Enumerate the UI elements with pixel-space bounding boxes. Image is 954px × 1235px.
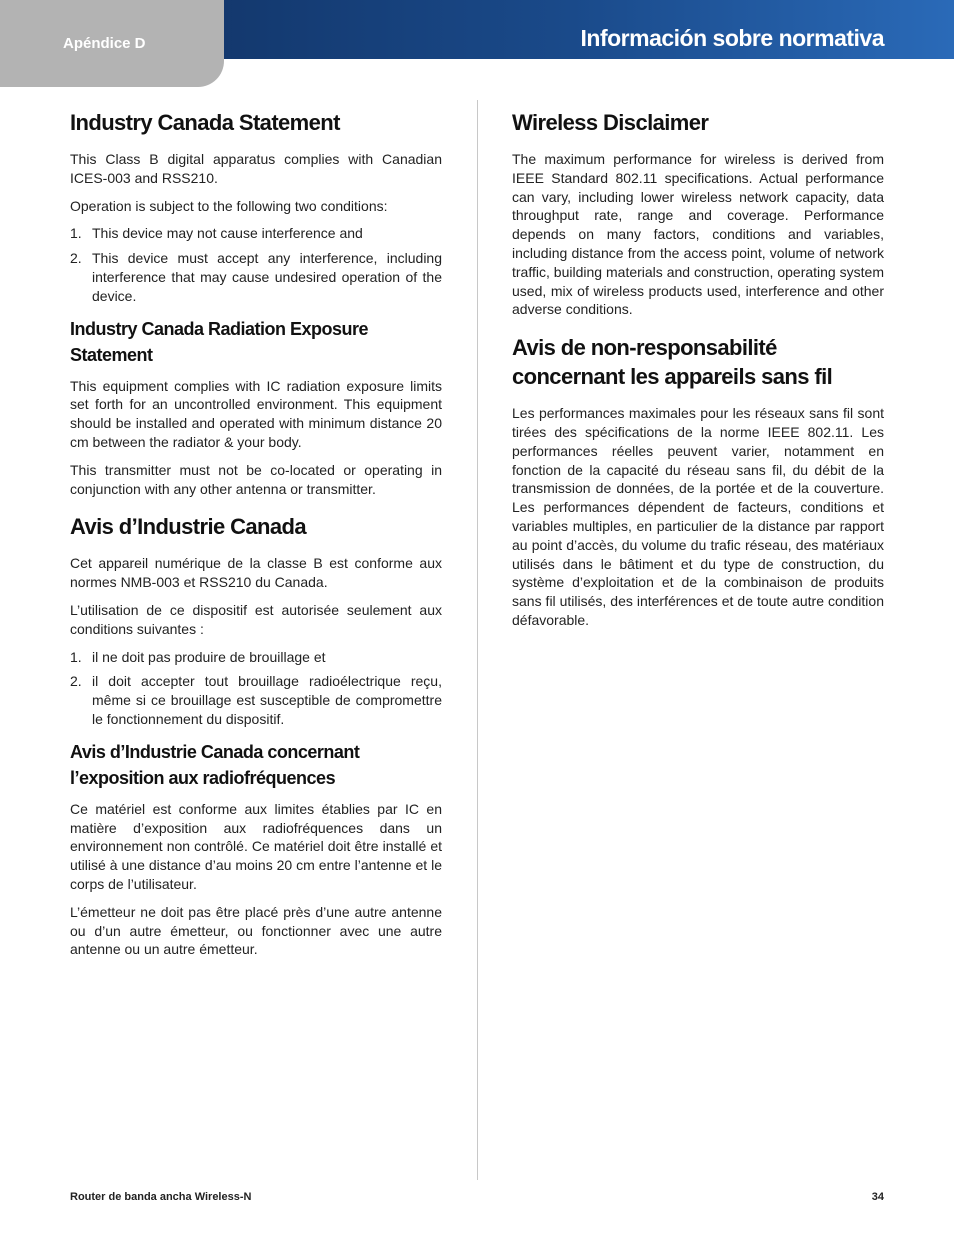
list-text: il doit accepter tout brouillage radioélectrique reçu, même si ce brouillage est susceptible de compromettre le fonctionnement du dispositif. — [92, 673, 442, 727]
paragraph: Ce matériel est conforme aux limites établies par IC en matière d’exposition aux radiofréquences dans un environnement non contrôlé. Ce matériel doit être installé et utilisé à une distance d’au moins 20 cm entre l’antenne et le corps de l’utilisateur. — [70, 800, 442, 892]
paragraph: L’émetteur ne doit pas être placé près d’une autre antenne ou d’un autre émetteur, ou fonctionner avec une autre antenne ou un autre émetteur. — [70, 903, 442, 958]
heading-avis-ic: Avis d’Industrie Canada — [70, 514, 306, 540]
right-column — [512, 108, 884, 639]
section-avis-ic — [70, 512, 442, 728]
list-item — [70, 648, 442, 667]
conditions-list — [70, 224, 442, 305]
footer-product-name: Router de banda ancha Wireless-N — [70, 1191, 252, 1203]
heading-wireless-disclaimer: Wireless Disclaimer — [512, 110, 709, 135]
heading-avis-radio: Avis d’Industrie Canada concernant l’exposition aux radiofréquences — [70, 741, 360, 788]
list-text: This device may not cause interference and — [92, 225, 363, 242]
heading-avis-nonresp: Avis de non-responsabilité concernant les appareils sans fil — [512, 335, 833, 390]
list-number: 1. — [70, 648, 82, 665]
paragraph: L’utilisation de ce dispositif est autorisée seulement aux conditions suivantes : — [70, 601, 442, 637]
paragraph: The maximum performance for wireless is derived from IEEE Standard 802.11 specifications. Actual performance can vary, including lower wireless network capacity, data throughput rate, range and coverage. Performance depends on many factors, conditions and variables, including distance from the access point, volume of network traffic, building materials and construction, operating system used, mix of wireless products used, interference and other adverse conditions. — [512, 151, 884, 318]
section-wireless-disclaimer — [512, 108, 884, 319]
list-item — [70, 672, 442, 728]
paragraph: Les performances maximales pour les réseaux sans fil sont tirées des spécifications de la norme IEEE 802.11. Les performances réelles peuvent varier, notamment en fonction de la capacité du réseau sans fil, du débit de la transmission de données, de la portée et de la couverture. Les performances dépendent de facteurs, conditions et variables multiples, en particulier de la distance par rapport au point d’accès, du volume du trafic réseau, des matériaux utilisés dans le bâtiment et du type de construction, du système d’exploitation et de la combinaison de produits sans fil utilisés, des interférences et de toute autre condition défavorable. — [512, 405, 884, 628]
section-avis-nonresp — [512, 333, 884, 630]
left-column — [70, 108, 442, 968]
list-number: 1. — [70, 225, 82, 242]
list-text: This device must accept any interference, including interference that may cause undesired operation of the device. — [92, 250, 442, 304]
paragraph: Operation is subject to the following two conditions: — [70, 197, 388, 214]
section-ic-statement — [70, 108, 442, 306]
paragraph: This equipment complies with IC radiation exposure limits set forth for an uncontrolled environment. This equipment should be installed and operated with minimum distance 20 cm between the radiator & your body. — [70, 377, 442, 450]
paragraph: Cet appareil numérique de la classe B est conforme aux normes NMB-003 et RSS210 du Canada. — [70, 555, 442, 591]
heading-ic-statement: Industry Canada Statement — [70, 110, 340, 135]
page-title: Información sobre normativa — [580, 25, 884, 51]
list-number: 2. — [70, 250, 82, 267]
list-item — [70, 249, 442, 305]
heading-ic-radiation: Industry Canada Radiation Exposure Statement — [70, 318, 369, 365]
column-divider — [477, 100, 478, 1180]
list-number: 2. — [70, 673, 82, 690]
section-tab-label: Apéndice D — [63, 35, 146, 52]
list-text: il ne doit pas produire de brouillage et — [92, 648, 326, 665]
paragraph: This Class B digital apparatus complies with Canadian ICES-003 and RSS210. — [70, 151, 442, 186]
paragraph: This transmitter must not be co-located or operating in conjunction with any other antenna or transmitter. — [70, 461, 442, 497]
section-avis-radio — [70, 739, 442, 959]
list-item — [70, 224, 442, 243]
footer-page-number: 34 — [871, 1191, 884, 1203]
section-ic-radiation — [70, 316, 442, 499]
conditions-list — [70, 648, 442, 729]
section-tab — [0, 0, 224, 87]
